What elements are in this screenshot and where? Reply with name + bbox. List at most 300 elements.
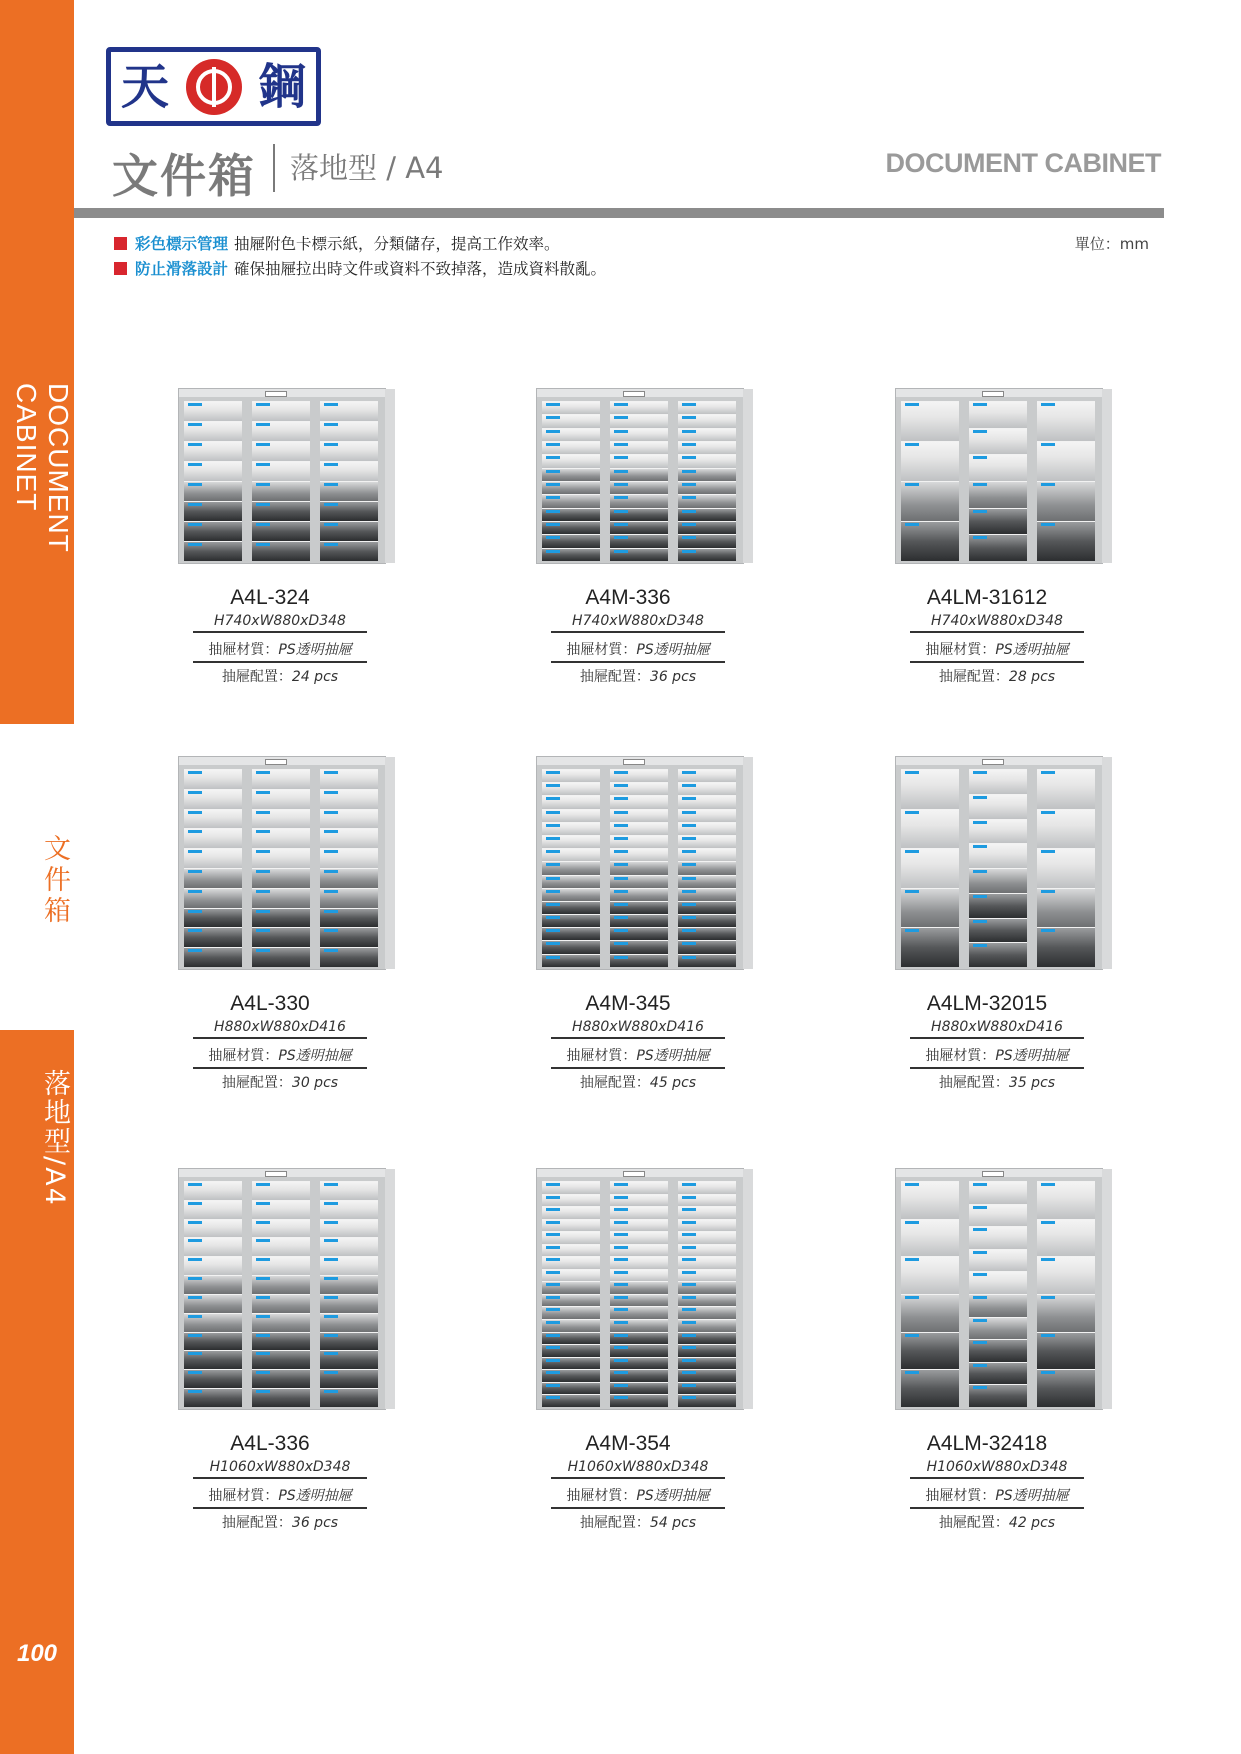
drawer [1037,1219,1095,1257]
label-tab-icon [682,1183,696,1186]
label-tab-icon [614,1233,628,1236]
drawer [542,441,600,454]
drawer [320,1332,378,1351]
drawer [610,1369,668,1382]
drawer [678,795,736,808]
drawer [678,481,736,494]
label-tab-icon [973,870,987,873]
label-tab-icon [546,942,560,945]
drawer [184,1181,242,1200]
cabinet-side [743,757,753,969]
label-tab-icon [973,510,987,513]
cabinet-image [895,756,1103,970]
drawer [542,534,600,547]
label-tab-icon [614,929,628,932]
label-tab-icon [682,784,696,787]
drawer [320,1200,378,1219]
drawer [184,1369,242,1388]
label-tab-icon [905,483,919,486]
drawer [678,822,736,835]
label-tab-icon [682,1196,696,1199]
label-tab-icon [973,456,987,459]
material-value: PS透明抽屜 [995,1488,1069,1504]
label-tab-icon [188,791,202,794]
cabinet-badge [982,1171,1004,1177]
drawer [542,1357,600,1370]
drawer [252,541,310,561]
drawer [610,769,668,782]
drawer [542,940,600,953]
cabinet-badge [982,391,1004,397]
label-tab-icon [614,1183,628,1186]
label-tab-icon [614,443,628,446]
sidebar-type-label: 落地型/A4 [39,1069,70,1207]
label-tab-icon [1041,811,1055,814]
product-material [551,639,725,663]
drawer [252,1313,310,1332]
feature-name: 彩色標示管理 [135,235,229,253]
drawer [184,501,242,521]
material-value: PS透明抽屜 [278,1488,352,1504]
label-tab-icon [682,430,696,433]
drawer [320,501,378,521]
label-tab-icon [614,1271,628,1274]
label-tab-icon [546,456,560,459]
drawer-column [678,1181,736,1407]
label-tab-icon [546,903,560,906]
drawer [184,1294,242,1313]
label-tab-icon [546,784,560,787]
cabinet-badge [265,759,287,765]
product-drawer-count [551,666,725,688]
label-tab-icon [188,890,202,893]
drawer-column [678,769,736,967]
label-tab-icon [973,1386,987,1389]
drawer-column [1037,401,1095,561]
label-tab-icon [546,1371,560,1374]
product-material [551,1045,725,1069]
label-tab-icon [973,1319,987,1322]
drawer [1037,441,1095,481]
drawer [1037,1332,1095,1370]
product-material [910,1485,1084,1509]
drawer [1037,927,1095,967]
drawer [610,940,668,953]
drawer [901,521,959,561]
drawer [542,809,600,822]
product-model: A4L-336 [230,1432,310,1455]
drawer [969,508,1027,535]
product-model: A4LM-32418 [926,1432,1048,1455]
product-dimensions: H1060xW880xD348 [551,1459,725,1479]
drawer [678,1294,736,1307]
label-tab-icon [1041,483,1055,486]
cabinet-side [743,389,753,563]
count-value: 30 pcs [291,1075,339,1091]
drawer [542,1206,600,1219]
label-tab-icon [546,1396,560,1399]
drawer [252,401,310,421]
drawer [1037,1369,1095,1407]
drawer [542,1294,600,1307]
feature-item [114,257,606,279]
drawer [320,809,378,829]
label-tab-icon [1041,523,1055,526]
label-tab-icon [682,1258,696,1261]
drawer [252,868,310,888]
label-tab-icon [324,1371,338,1374]
label-tab-icon [188,850,202,853]
label-tab-icon [324,403,338,406]
drawer [610,1281,668,1294]
drawer [678,927,736,940]
cabinet-image [536,388,744,564]
drawer [678,1281,736,1294]
label-tab-icon [682,510,696,513]
drawer [969,794,1027,819]
product-dimensions: H740xW880xD348 [551,613,725,633]
label-tab-icon [682,496,696,499]
count-value: 28 pcs [1008,669,1056,685]
drawer-column [901,401,959,561]
drawer-column [610,769,668,967]
drawer [901,1369,959,1407]
drawer [320,1275,378,1294]
drawer [184,461,242,481]
drawer [184,1388,242,1407]
product-drawer-count [551,1072,725,1094]
label-tab-icon [682,403,696,406]
product-drawer-count [910,1072,1084,1094]
label-tab-icon [973,483,987,486]
material-label: 抽屜材質： [566,642,637,658]
label-tab-icon [188,1315,202,1318]
product-drawer-count [193,1072,367,1094]
drawer [610,468,668,481]
drawer [610,1244,668,1257]
count-value: 36 pcs [291,1515,339,1531]
label-tab-icon [324,523,338,526]
label-tab-icon [682,956,696,959]
drawer [901,1294,959,1332]
drawer [678,835,736,848]
drawer [320,848,378,868]
drawer [678,1181,736,1194]
drawer [678,1357,736,1370]
feature-text: 抽屜附色卡標示紙，分類儲存，提高工作效率。 [234,235,560,253]
drawer [678,1244,736,1257]
count-value: 54 pcs [649,1515,697,1531]
product-drawer-count [193,666,367,688]
label-tab-icon [614,1246,628,1249]
drawer [320,769,378,789]
label-tab-icon [905,443,919,446]
label-tab-icon [682,470,696,473]
label-tab-icon [682,890,696,893]
label-tab-icon [324,1221,338,1224]
drawer [252,1332,310,1351]
drawer [184,868,242,888]
config-label: 抽屜配置： [221,1075,292,1091]
drawer [1037,1294,1095,1332]
drawer [542,1256,600,1269]
label-tab-icon [256,1390,270,1393]
drawer [610,1269,668,1282]
drawer [252,1388,310,1407]
label-tab-icon [973,944,987,947]
label-tab-icon [614,1384,628,1387]
drawer [1037,809,1095,849]
drawer [678,414,736,427]
drawer [252,947,310,967]
drawer [252,461,310,481]
label-tab-icon [324,929,338,932]
label-tab-icon [324,1352,338,1355]
drawer [252,769,310,789]
product-model: A4L-324 [230,586,310,609]
drawer-column [901,769,959,967]
page-number: 100 [16,1640,58,1667]
drawer [969,1362,1027,1385]
label-tab-icon [324,830,338,833]
drawer [542,414,600,427]
label-tab-icon [256,910,270,913]
count-value: 24 pcs [291,669,339,685]
label-tab-icon [188,463,202,466]
label-tab-icon [682,1296,696,1299]
drawer [542,1181,600,1194]
label-tab-icon [256,1258,270,1261]
label-tab-icon [188,870,202,873]
drawer-column [610,1181,668,1407]
drawer [969,428,1027,455]
drawer [542,822,600,835]
drawer-column [1037,1181,1095,1407]
label-tab-icon [324,443,338,446]
label-tab-icon [546,470,560,473]
label-tab-icon [905,1221,919,1224]
drawer [252,888,310,908]
label-tab-icon [682,942,696,945]
drawer [969,1317,1027,1340]
label-tab-icon [614,890,628,893]
config-label: 抽屜配置： [221,1515,292,1531]
drawer [678,508,736,521]
drawer [252,1294,310,1313]
drawer [678,1382,736,1395]
drawer [969,918,1027,943]
label-tab-icon [973,920,987,923]
drawer [610,521,668,534]
drawer-column [252,769,310,967]
label-tab-icon [546,1208,560,1211]
drawer [610,927,668,940]
label-tab-icon [682,523,696,526]
product-model: A4M-345 [585,992,671,1015]
product-dimensions: H880xW880xD416 [910,1019,1084,1039]
label-tab-icon [682,1384,696,1387]
drawer [678,428,736,441]
product-material [193,639,367,663]
label-tab-icon [546,771,560,774]
label-tab-icon [256,1334,270,1337]
drawer [678,1269,736,1282]
label-tab-icon [614,1196,628,1199]
drawer [320,1219,378,1238]
label-tab-icon [546,1321,560,1324]
drawer-column [542,1181,600,1407]
label-tab-icon [256,1221,270,1224]
drawer [542,1382,600,1395]
label-tab-icon [188,423,202,426]
product-drawer-count [193,1512,367,1534]
label-tab-icon [682,1221,696,1224]
drawer [184,421,242,441]
label-tab-icon [614,496,628,499]
drawer [542,1344,600,1357]
label-tab-icon [546,850,560,853]
drawer [678,914,736,927]
drawer [678,940,736,953]
logo-seal-icon [186,59,242,115]
label-tab-icon [546,416,560,419]
drawer [184,1350,242,1369]
label-tab-icon [682,536,696,539]
label-tab-icon [682,456,696,459]
drawer [610,914,668,927]
label-tab-icon [546,1183,560,1186]
drawer [542,1319,600,1332]
product-drawer-count [910,666,1084,688]
drawer [969,481,1027,508]
label-tab-icon [324,771,338,774]
drawer [542,914,600,927]
product-model: A4LM-31612 [926,586,1048,609]
drawer-column [252,1181,310,1407]
product-model: A4LM-32015 [926,992,1048,1015]
product-dimensions: H740xW880xD348 [910,613,1084,633]
label-tab-icon [256,463,270,466]
label-tab-icon [682,771,696,774]
drawer [542,795,600,808]
brand-logo [106,47,321,126]
label-tab-icon [546,1308,560,1311]
drawer [678,534,736,547]
drawer [542,454,600,467]
drawer [252,521,310,541]
bullet-square-icon [114,237,127,250]
label-tab-icon [188,1239,202,1242]
label-tab-icon [614,523,628,526]
label-tab-icon [188,771,202,774]
drawer [184,521,242,541]
drawer [901,1256,959,1294]
drawer [320,1237,378,1256]
feature-item [114,232,560,254]
count-value: 36 pcs [649,669,697,685]
label-tab-icon [256,791,270,794]
label-tab-icon [682,863,696,866]
drawer-column [252,401,310,561]
label-tab-icon [1041,443,1055,446]
drawer [610,795,668,808]
drawer [184,441,242,461]
title-divider [273,144,275,192]
material-value: PS透明抽屜 [636,642,710,658]
drawer [678,1306,736,1319]
label-tab-icon [256,1183,270,1186]
material-label: 抽屜材質： [208,642,279,658]
drawer [184,848,242,868]
drawer [184,401,242,421]
config-label: 抽屜配置： [938,669,1009,685]
drawer [969,769,1027,794]
label-tab-icon [324,791,338,794]
drawer [610,901,668,914]
drawer [252,1275,310,1294]
material-label: 抽屜材質： [208,1488,279,1504]
cabinet-image [178,388,386,564]
drawer-column [610,401,668,561]
label-tab-icon [614,837,628,840]
label-tab-icon [324,1239,338,1242]
label-tab-icon [188,811,202,814]
label-tab-icon [546,877,560,880]
drawer [901,1332,959,1370]
count-value: 45 pcs [649,1075,697,1091]
label-tab-icon [682,1371,696,1374]
drawer [320,1181,378,1200]
label-tab-icon [682,1208,696,1211]
material-value: PS透明抽屜 [995,1048,1069,1064]
drawer [252,789,310,809]
drawer [678,848,736,861]
drawer [610,414,668,427]
label-tab-icon [324,870,338,873]
drawer [678,468,736,481]
cabinet-badge [623,391,645,397]
drawer [678,1194,736,1207]
drawer [542,468,600,481]
product-material [193,1485,367,1509]
label-tab-icon [256,771,270,774]
label-tab-icon [682,1308,696,1311]
drawer-column [184,769,242,967]
label-tab-icon [546,863,560,866]
drawer [320,888,378,908]
cabinet-badge [623,1171,645,1177]
drawer [678,809,736,822]
drawer [610,954,668,967]
drawer [542,1219,600,1232]
material-value: PS透明抽屜 [278,1048,352,1064]
drawer [320,441,378,461]
drawer [969,868,1027,893]
label-tab-icon [614,403,628,406]
drawer [542,1281,600,1294]
drawer [320,541,378,561]
material-label: 抽屜材質： [566,1488,637,1504]
label-tab-icon [546,1346,560,1349]
label-tab-icon [188,1390,202,1393]
drawer [901,927,959,967]
cabinet-side [385,1169,395,1409]
drawer [184,1256,242,1275]
drawer [969,534,1027,561]
drawer [901,441,959,481]
label-tab-icon [614,1296,628,1299]
drawer [252,927,310,947]
